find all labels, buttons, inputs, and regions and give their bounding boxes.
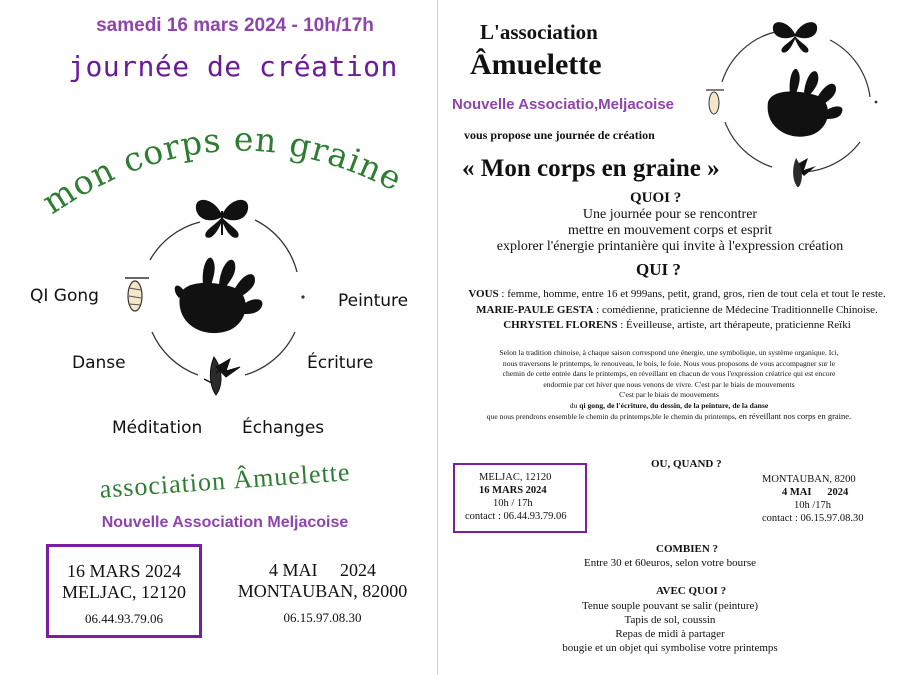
activity-ecriture: Écriture — [307, 353, 374, 373]
right-combien-heading: COMBIEN ? — [656, 543, 719, 555]
butterfly-icon — [196, 200, 248, 238]
loc1-hours: 10h / 17h — [493, 498, 533, 509]
right-illustration — [700, 12, 895, 187]
left-event2-place: MONTAUBAN, 82000 — [237, 581, 408, 601]
left-title-arc: mon corps en graine — [35, 119, 409, 222]
loc1-place: MELJAC, 12120 — [479, 472, 552, 483]
butterfly-icon — [773, 22, 817, 52]
right-avec-block — [445, 599, 895, 655]
right-combien-text: Entre 30 et 60euros, selon votre bourse — [584, 557, 756, 569]
right-quoi-line: Une journée pour se rencontrer — [582, 207, 758, 222]
left-illustration — [0, 110, 437, 450]
activity-echanges: Échanges — [242, 418, 325, 438]
qui-cf-label: CHRYSTEL FLORENS — [503, 319, 618, 331]
para-du: du — [569, 400, 580, 410]
activity-qigong: QI Gong — [30, 286, 99, 306]
paragraph-line: C'est par le biais de mouvements — [619, 390, 719, 399]
right-quoi-block — [445, 207, 895, 255]
left-event1-place: MELJAC, 12120 — [61, 582, 186, 602]
right-location1-box — [453, 463, 587, 533]
cocoon-icon — [706, 90, 724, 114]
right-proposes: vous propose une journée de création — [464, 128, 655, 142]
page-divider — [437, 0, 438, 675]
loc1-date: 16 MARS 2024 — [479, 485, 547, 496]
loc1-contact: contact : 06.44.93.79.06 — [465, 511, 567, 522]
right-title: « Mon corps en graine » — [462, 155, 720, 182]
right-avec-heading: AVEC QUOI ? — [656, 585, 727, 597]
loc2-hours: 10h /17h — [794, 500, 832, 511]
activity-danse: Danse — [72, 353, 126, 373]
para-du-bold: qi gong, de l'écriture, du dessin, de la peinture, de la danse — [579, 400, 769, 410]
right-location1 — [455, 465, 585, 523]
right-assoc-prefix: L'association — [480, 20, 598, 44]
para-last-b: en réveillant nos corps en graine. — [736, 411, 852, 421]
cocoon-icon — [125, 278, 149, 311]
left-event1-phone: 06.44.93.79.06 — [85, 611, 163, 626]
paragraph-line-du — [440, 401, 898, 412]
left-event2-block — [220, 560, 425, 626]
activity-peinture: Peinture — [338, 291, 409, 311]
paragraph-line: chemin de cette entrée dans le printemps, en réveillant en chacun de vous l'expression créatrice qui est encore — [502, 369, 836, 378]
left-association-name: association Âmuelette — [98, 457, 352, 504]
avec-line: Tenue souple pouvant se salir (peinture) — [581, 600, 759, 612]
loc2-date: 4 MAI 2024 — [782, 487, 849, 498]
paragraph-line-last — [440, 411, 898, 423]
right-assoc-subtitle: Nouvelle Associatio,Meljacoise — [452, 96, 675, 113]
left-association-subtitle: Nouvelle Association Meljacoise — [101, 514, 349, 531]
right-quoi-line: explorer l'énergie printanière qui invite à l'expression création — [496, 239, 844, 254]
dot-icon — [301, 295, 304, 298]
right-qui-chrystel — [462, 318, 892, 334]
para-last-a: que nous prendrons ensemble le chemin du printemps,ble le chemin du printemps, — [486, 412, 737, 421]
right-qui-heading: QUI ? — [636, 260, 681, 279]
activity-meditation: Méditation — [112, 418, 203, 438]
qui-mp-text: : comédienne, praticienne de Médecine Traditionnelle Chinoise. — [593, 303, 878, 316]
handprint-icon — [175, 258, 263, 333]
left-date-header: samedi 16 mars 2024 - 10h/17h — [96, 15, 374, 36]
handprint-icon — [768, 69, 843, 137]
right-quoi-heading: QUOI ? — [630, 190, 682, 206]
qui-vous-label: VOUS — [468, 288, 499, 300]
right-qui-marie-paule — [462, 303, 892, 319]
left-event1-box — [46, 544, 202, 638]
loc2-contact: contact : 06.15.97.08.30 — [762, 513, 864, 524]
left-event2-date: 4 MAI 2024 — [269, 560, 376, 580]
left-event1-date: 16 MARS 2024 — [66, 561, 182, 581]
right-qui-block — [462, 287, 892, 334]
dot-icon — [875, 101, 878, 104]
right-qui-vous — [462, 287, 892, 303]
paragraph-line: Selon la tradition chinoise, à chaque saison correspond une énergie, une symbolique, un système organique. Ici, — [499, 348, 839, 357]
qui-cf-text: : Éveilleuse, artiste, art thérapeute, praticienne Reïki — [617, 319, 851, 331]
left-event2-phone: 06.15.97.08.30 — [283, 610, 362, 625]
right-assoc-name: Âmuelette — [470, 48, 602, 81]
paragraph-line: nous traversons le printemps, le renouveau, le bois, le foie. Nous vous proposons de vous accompagner sur le — [502, 358, 836, 368]
qui-mp-label: MARIE-PAULE GESTA — [476, 303, 594, 316]
qui-vous-text: : femme, homme, entre 16 et 999ans, petit, grand, gros, rien de tout cela et tout le reste. — [498, 288, 886, 300]
avec-line: Repas de midi à partager — [615, 628, 725, 640]
right-quoi-line: mettre en mouvement corps et esprit — [567, 223, 773, 238]
right-ou-quand: OU, QUAND ? — [651, 458, 722, 470]
right-location2 — [762, 473, 863, 525]
left-event-type: journée de création — [68, 50, 398, 83]
seed-sprout-icon — [204, 357, 240, 395]
right-paragraph — [440, 348, 898, 423]
loc2-place: MONTAUBAN, 8200 — [762, 474, 856, 485]
avec-line: bougie et un objet qui symbolise votre printemps — [562, 642, 778, 654]
seed-sprout-icon — [793, 158, 816, 187]
paragraph-line: endormie par cet hiver que nous venons de vivre. C'est par le biais de mouvements — [543, 379, 795, 389]
avec-line: Tapis de sol, coussin — [624, 614, 716, 626]
